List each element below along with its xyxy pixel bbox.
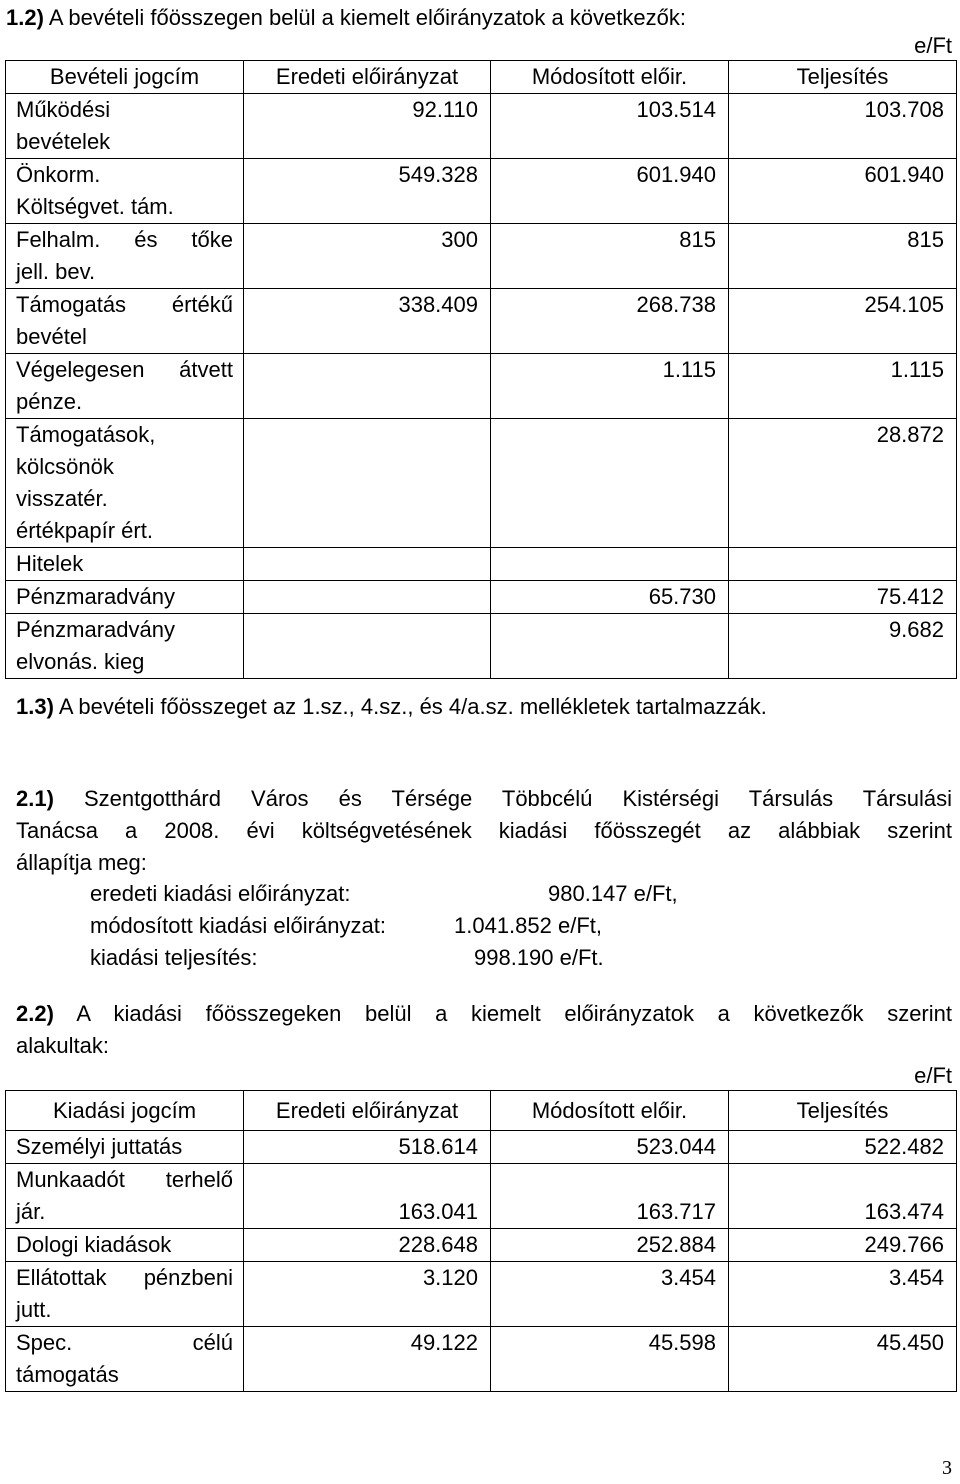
- paragraph-line: állapítja meg:: [16, 850, 147, 875]
- summary-item: [90, 910, 790, 942]
- value-cell-actual: 254.105: [729, 289, 957, 354]
- table-header-row: [6, 1091, 957, 1131]
- paragraph-line: alakultak:: [16, 1033, 109, 1058]
- row-label: Pénzmaradvány elvonás. kieg: [6, 614, 244, 679]
- value-cell-original: 92.110: [244, 94, 491, 159]
- column-header: Eredeti előirányzat: [244, 1091, 491, 1131]
- value-cell-actual: 9.682: [729, 614, 957, 679]
- row-label: Munkaadót terhelő jár.: [6, 1164, 244, 1229]
- row-label: Spec. célú támogatás: [6, 1327, 244, 1392]
- paragraph-text: A kiadási főösszegeken belül a kiemelt előirányzatok a következők szerint: [76, 1001, 952, 1026]
- value-cell-original: 549.328: [244, 159, 491, 224]
- summary-label: módosított kiadási előirányzat:: [90, 913, 386, 938]
- value-cell-original: [244, 548, 491, 581]
- expense-summary: [90, 878, 790, 974]
- page-number: 3: [942, 1457, 952, 1479]
- value-cell-original: 163.041: [244, 1164, 491, 1229]
- table-row: [6, 1131, 957, 1164]
- row-label: Dologi kiadások: [6, 1229, 244, 1262]
- row-label: Támogatás értékű bevétel: [6, 289, 244, 354]
- value-cell-modified: 523.044: [491, 1131, 729, 1164]
- unit-label: e/Ft: [914, 33, 952, 58]
- table-row: [6, 354, 957, 419]
- column-header: Kiadási jogcím: [6, 1091, 244, 1131]
- summary-value: 998.190 e/Ft.: [474, 945, 604, 970]
- value-cell-modified: 815: [491, 224, 729, 289]
- row-label: Felhalm. és tőke jell. bev.: [6, 224, 244, 289]
- summary-item: [90, 942, 790, 974]
- value-cell-modified: 268.738: [491, 289, 729, 354]
- summary-label: kiadási teljesítés:: [90, 945, 258, 970]
- value-cell-original: [244, 419, 491, 548]
- value-cell-original: 228.648: [244, 1229, 491, 1262]
- table-row: [6, 581, 957, 614]
- value-cell-actual: 103.708: [729, 94, 957, 159]
- value-cell-modified: [491, 614, 729, 679]
- section-number: 2.2): [16, 1001, 54, 1026]
- value-cell-actual: 815: [729, 224, 957, 289]
- value-cell-modified: 1.115: [491, 354, 729, 419]
- summary-item: [90, 878, 790, 910]
- value-cell-original: 49.122: [244, 1327, 491, 1392]
- summary-value: 1.041.852 e/Ft,: [454, 913, 602, 938]
- table-header-row: [6, 61, 957, 94]
- summary-value: 980.147 e/Ft,: [548, 881, 678, 906]
- column-header: Teljesítés: [729, 61, 957, 94]
- value-cell-actual: 45.450: [729, 1327, 957, 1392]
- paragraph-line: [16, 998, 952, 1030]
- table-row: [6, 419, 957, 548]
- value-cell-actual: 1.115: [729, 354, 957, 419]
- row-label: Működési bevételek: [6, 94, 244, 159]
- value-cell-modified: [491, 548, 729, 581]
- section-2-1: [16, 783, 952, 879]
- section-text: A bevételi főösszeget az 1.sz., 4.sz., és 4/a.sz. mellékletek tartalmazzák.: [58, 694, 767, 719]
- paragraph-line: Tanácsa a 2008. évi költségvetésének kiadási főösszegét az alábbiak szerint: [16, 818, 952, 843]
- section-2-2: [16, 998, 952, 1062]
- value-cell-original: 518.614: [244, 1131, 491, 1164]
- value-cell-original: 338.409: [244, 289, 491, 354]
- column-header: Módosított előir.: [491, 1091, 729, 1131]
- section-1-3: [16, 691, 767, 723]
- paragraph-text: Szentgotthárd Város és Térsége Többcélú Kistérségi Társulás Társulási: [84, 786, 952, 811]
- value-cell-original: [244, 581, 491, 614]
- section-number: 2.1): [16, 786, 54, 811]
- row-label: Pénzmaradvány: [6, 581, 244, 614]
- table-row: [6, 1229, 957, 1262]
- value-cell-modified: 252.884: [491, 1229, 729, 1262]
- column-header: Bevételi jogcím: [6, 61, 244, 94]
- value-cell-actual: 28.872: [729, 419, 957, 548]
- value-cell-modified: 3.454: [491, 1262, 729, 1327]
- section-1-2-heading: [6, 2, 686, 34]
- table-row: [6, 1262, 957, 1327]
- value-cell-actual: [729, 548, 957, 581]
- table-row: [6, 1327, 957, 1392]
- value-cell-actual: 3.454: [729, 1262, 957, 1327]
- value-cell-original: 300: [244, 224, 491, 289]
- unit-label: e/Ft: [914, 1063, 952, 1088]
- paragraph-line: [16, 783, 952, 815]
- value-cell-actual: 601.940: [729, 159, 957, 224]
- table-row: [6, 159, 957, 224]
- value-cell-original: 3.120: [244, 1262, 491, 1327]
- table-row: [6, 224, 957, 289]
- table-row: [6, 1164, 957, 1229]
- row-label: Személyi juttatás: [6, 1131, 244, 1164]
- value-cell-actual: 522.482: [729, 1131, 957, 1164]
- value-cell-modified: 45.598: [491, 1327, 729, 1392]
- table-row: [6, 548, 957, 581]
- section-text: A bevételi főösszegen belül a kiemelt előirányzatok a következők:: [48, 5, 686, 30]
- summary-label: eredeti kiadási előirányzat:: [90, 881, 351, 906]
- value-cell-modified: 103.514: [491, 94, 729, 159]
- table-row: [6, 289, 957, 354]
- value-cell-original: [244, 354, 491, 419]
- value-cell-modified: 601.940: [491, 159, 729, 224]
- value-cell-actual: 163.474: [729, 1164, 957, 1229]
- income-table: [5, 60, 957, 679]
- column-header: Teljesítés: [729, 1091, 957, 1131]
- column-header: Eredeti előirányzat: [244, 61, 491, 94]
- column-header: Módosított előir.: [491, 61, 729, 94]
- row-label: Végelegesen átvett pénze.: [6, 354, 244, 419]
- section-number: 1.3): [16, 694, 54, 719]
- value-cell-modified: 163.717: [491, 1164, 729, 1229]
- row-label: Ellátottak pénzbeni jutt.: [6, 1262, 244, 1327]
- value-cell-actual: 75.412: [729, 581, 957, 614]
- expense-table: [5, 1090, 957, 1392]
- table-row: [6, 614, 957, 679]
- row-label: Önkorm. Költségvet. tám.: [6, 159, 244, 224]
- value-cell-modified: 65.730: [491, 581, 729, 614]
- section-number: 1.2): [6, 5, 44, 30]
- value-cell-original: [244, 614, 491, 679]
- row-label: Hitelek: [6, 548, 244, 581]
- row-label: Támogatások, kölcsönök visszatér. értékpapír ért.: [6, 419, 244, 548]
- table-row: [6, 94, 957, 159]
- value-cell-modified: [491, 419, 729, 548]
- value-cell-actual: 249.766: [729, 1229, 957, 1262]
